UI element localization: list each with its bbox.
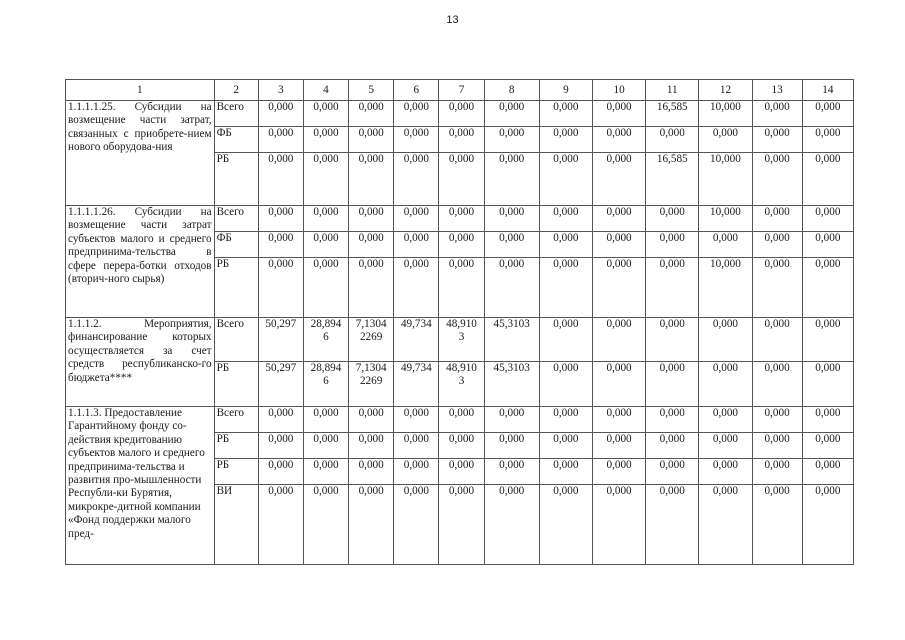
- value-cell: 0,000: [349, 433, 394, 459]
- value-cell: 0,000: [349, 127, 394, 153]
- column-header: 9: [539, 80, 592, 101]
- value-cell: 0,000: [349, 153, 394, 206]
- value-cell: 0,000: [802, 485, 853, 565]
- value-cell: 10,000: [699, 206, 752, 232]
- value-cell: 0,000: [539, 153, 592, 206]
- value-cell: 0,000: [439, 127, 484, 153]
- value-cell: 0,000: [802, 232, 853, 258]
- value-cell: 0,000: [539, 206, 592, 232]
- value-cell: 0,000: [258, 127, 303, 153]
- value-cell: 0,000: [752, 433, 802, 459]
- value-cell: 0,000: [699, 407, 752, 433]
- value-cell: 28,894 6: [303, 318, 348, 362]
- value-cell: 0,000: [592, 101, 645, 127]
- value-cell: 0,000: [802, 459, 853, 485]
- value-cell: 0,000: [592, 362, 645, 407]
- value-cell: 0,000: [349, 485, 394, 565]
- value-cell: 0,000: [802, 153, 853, 206]
- value-cell: 0,000: [394, 232, 439, 258]
- funding-source-cell: ФБ: [214, 232, 258, 258]
- value-cell: 0,000: [303, 153, 348, 206]
- value-cell: 49,734: [394, 362, 439, 407]
- value-cell: 0,000: [258, 101, 303, 127]
- value-cell: 0,000: [539, 407, 592, 433]
- column-header: 13: [752, 80, 802, 101]
- column-header: 2: [214, 80, 258, 101]
- funding-source-cell: Всего: [214, 318, 258, 362]
- value-cell: 0,000: [699, 362, 752, 407]
- value-cell: 0,000: [258, 206, 303, 232]
- column-header: 7: [439, 80, 484, 101]
- value-cell: 0,000: [646, 407, 699, 433]
- value-cell: 0,000: [258, 433, 303, 459]
- value-cell: 0,000: [752, 318, 802, 362]
- column-header: 5: [349, 80, 394, 101]
- value-cell: 0,000: [439, 153, 484, 206]
- value-cell: 0,000: [592, 407, 645, 433]
- column-header: 12: [699, 80, 752, 101]
- value-cell: 0,000: [484, 459, 539, 485]
- value-cell: 0,000: [439, 101, 484, 127]
- value-cell: 0,000: [802, 206, 853, 232]
- value-cell: 0,000: [394, 459, 439, 485]
- value-cell: 0,000: [699, 433, 752, 459]
- value-cell: 0,000: [752, 459, 802, 485]
- value-cell: 0,000: [439, 433, 484, 459]
- value-cell: 0,000: [802, 258, 853, 318]
- value-cell: 0,000: [439, 232, 484, 258]
- value-cell: 0,000: [394, 206, 439, 232]
- value-cell: 0,000: [592, 318, 645, 362]
- value-cell: 0,000: [592, 206, 645, 232]
- value-cell: 0,000: [539, 101, 592, 127]
- value-cell: 0,000: [592, 153, 645, 206]
- page-number: 13: [446, 14, 459, 26]
- value-cell: 0,000: [752, 153, 802, 206]
- value-cell: 45,3103: [484, 362, 539, 407]
- value-cell: 48,910 3: [439, 318, 484, 362]
- value-cell: 0,000: [394, 407, 439, 433]
- funding-source-cell: РБ: [214, 153, 258, 206]
- value-cell: 0,000: [349, 459, 394, 485]
- value-cell: 0,000: [699, 127, 752, 153]
- value-cell: 0,000: [646, 206, 699, 232]
- value-cell: 0,000: [592, 258, 645, 318]
- value-cell: 0,000: [484, 258, 539, 318]
- value-cell: 0,000: [539, 459, 592, 485]
- value-cell: 0,000: [258, 232, 303, 258]
- funding-source-cell: ВИ: [214, 485, 258, 565]
- funding-source-cell: ФБ: [214, 127, 258, 153]
- value-cell: 0,000: [484, 433, 539, 459]
- value-cell: 0,000: [303, 407, 348, 433]
- value-cell: 45,3103: [484, 318, 539, 362]
- value-cell: 0,000: [394, 127, 439, 153]
- value-cell: 0,000: [646, 485, 699, 565]
- value-cell: 0,000: [646, 433, 699, 459]
- value-cell: 0,000: [752, 407, 802, 433]
- value-cell: 0,000: [303, 258, 348, 318]
- funding-source-cell: РБ: [214, 459, 258, 485]
- value-cell: 0,000: [592, 127, 645, 153]
- value-cell: 0,000: [303, 127, 348, 153]
- table-row: [66, 206, 854, 232]
- value-cell: 0,000: [752, 485, 802, 565]
- value-cell: 0,000: [484, 232, 539, 258]
- value-cell: 16,585: [646, 101, 699, 127]
- value-cell: 49,734: [394, 318, 439, 362]
- table-row: [66, 318, 854, 362]
- column-header: 10: [592, 80, 645, 101]
- value-cell: 0,000: [303, 459, 348, 485]
- value-cell: 0,000: [752, 362, 802, 407]
- value-cell: 50,297: [258, 362, 303, 407]
- value-cell: 0,000: [802, 101, 853, 127]
- measure-description: 1.1.1.2. Мероприятия, финансирование которых осуществляется за счет средств республиканско-го бюджета****: [66, 318, 215, 407]
- value-cell: 0,000: [539, 485, 592, 565]
- value-cell: 0,000: [646, 232, 699, 258]
- value-cell: 0,000: [303, 206, 348, 232]
- value-cell: 0,000: [484, 485, 539, 565]
- column-header: 1: [66, 80, 215, 101]
- value-cell: 0,000: [258, 153, 303, 206]
- value-cell: 0,000: [699, 459, 752, 485]
- value-cell: 0,000: [394, 258, 439, 318]
- value-cell: 0,000: [592, 232, 645, 258]
- value-cell: 0,000: [646, 362, 699, 407]
- value-cell: 0,000: [592, 459, 645, 485]
- value-cell: 0,000: [484, 407, 539, 433]
- value-cell: 0,000: [752, 258, 802, 318]
- funding-source-cell: РБ: [214, 258, 258, 318]
- measure-description: 1.1.1.1.26. Субсидии на возмещение части затрат субъектов малого и среднего предпринима-тельства в сфере перера-ботки отходов (вторич-ного сырья): [66, 206, 215, 318]
- value-cell: 7,1304 2269: [349, 362, 394, 407]
- value-cell: 0,000: [349, 101, 394, 127]
- value-cell: 10,000: [699, 153, 752, 206]
- value-cell: 0,000: [802, 433, 853, 459]
- value-cell: 0,000: [439, 485, 484, 565]
- value-cell: 0,000: [394, 101, 439, 127]
- funding-source-cell: РБ: [214, 433, 258, 459]
- value-cell: 0,000: [802, 407, 853, 433]
- value-cell: 0,000: [258, 258, 303, 318]
- value-cell: 0,000: [646, 459, 699, 485]
- value-cell: 0,000: [349, 407, 394, 433]
- value-cell: 0,000: [646, 258, 699, 318]
- column-header: 3: [258, 80, 303, 101]
- value-cell: 0,000: [592, 433, 645, 459]
- funding-source-cell: Всего: [214, 206, 258, 232]
- value-cell: 0,000: [802, 318, 853, 362]
- value-cell: 0,000: [303, 433, 348, 459]
- table-row: [66, 101, 854, 127]
- value-cell: 16,585: [646, 153, 699, 206]
- value-cell: 0,000: [539, 258, 592, 318]
- value-cell: 0,000: [539, 362, 592, 407]
- value-cell: 0,000: [699, 232, 752, 258]
- value-cell: 0,000: [349, 232, 394, 258]
- value-cell: 0,000: [258, 459, 303, 485]
- value-cell: 0,000: [258, 485, 303, 565]
- value-cell: 0,000: [699, 318, 752, 362]
- value-cell: 0,000: [484, 101, 539, 127]
- funding-source-cell: РБ: [214, 362, 258, 407]
- value-cell: 0,000: [258, 407, 303, 433]
- value-cell: 0,000: [802, 362, 853, 407]
- table-row: [66, 407, 854, 433]
- value-cell: 0,000: [592, 485, 645, 565]
- value-cell: 0,000: [484, 206, 539, 232]
- value-cell: 0,000: [539, 318, 592, 362]
- value-cell: 0,000: [303, 485, 348, 565]
- value-cell: 0,000: [539, 232, 592, 258]
- value-cell: 0,000: [752, 101, 802, 127]
- value-cell: 50,297: [258, 318, 303, 362]
- column-header: 6: [394, 80, 439, 101]
- value-cell: 0,000: [349, 206, 394, 232]
- funding-source-cell: Всего: [214, 407, 258, 433]
- value-cell: 0,000: [439, 206, 484, 232]
- value-cell: 7,1304 2269: [349, 318, 394, 362]
- value-cell: 0,000: [439, 258, 484, 318]
- value-cell: 0,000: [484, 153, 539, 206]
- value-cell: 0,000: [394, 153, 439, 206]
- measure-description: 1.1.1.1.25. Субсидии на возмещение части затрат, связанных с приобрете-нием нового оборудова-ния: [66, 101, 215, 206]
- value-cell: 0,000: [439, 459, 484, 485]
- column-header: 11: [646, 80, 699, 101]
- value-cell: 0,000: [646, 318, 699, 362]
- value-cell: 10,000: [699, 258, 752, 318]
- budget-table: [65, 79, 854, 565]
- value-cell: 48,910 3: [439, 362, 484, 407]
- value-cell: 0,000: [394, 433, 439, 459]
- value-cell: 0,000: [699, 485, 752, 565]
- value-cell: 0,000: [394, 485, 439, 565]
- value-cell: 0,000: [752, 206, 802, 232]
- value-cell: 0,000: [303, 232, 348, 258]
- value-cell: 0,000: [752, 232, 802, 258]
- measure-description: 1.1.1.3. Предоставление Гарантийному фонду со-действия кредитованию субъектов малого и среднего предпринима-тельства и развития про-мышленности Республи-ки Бурятия, микрокре-дитной компании «Фонд поддержки малого пред-: [66, 407, 215, 565]
- table-body: [66, 101, 854, 565]
- value-cell: 0,000: [539, 127, 592, 153]
- column-header: 8: [484, 80, 539, 101]
- value-cell: 0,000: [349, 258, 394, 318]
- column-header: 4: [303, 80, 348, 101]
- value-cell: 28,894 6: [303, 362, 348, 407]
- value-cell: 0,000: [303, 101, 348, 127]
- value-cell: 0,000: [484, 127, 539, 153]
- column-number-row: [66, 80, 854, 101]
- column-header: 14: [802, 80, 853, 101]
- value-cell: 0,000: [439, 407, 484, 433]
- funding-source-cell: Всего: [214, 101, 258, 127]
- value-cell: 0,000: [539, 433, 592, 459]
- value-cell: 0,000: [646, 127, 699, 153]
- value-cell: 10,000: [699, 101, 752, 127]
- value-cell: 0,000: [752, 127, 802, 153]
- value-cell: 0,000: [802, 127, 853, 153]
